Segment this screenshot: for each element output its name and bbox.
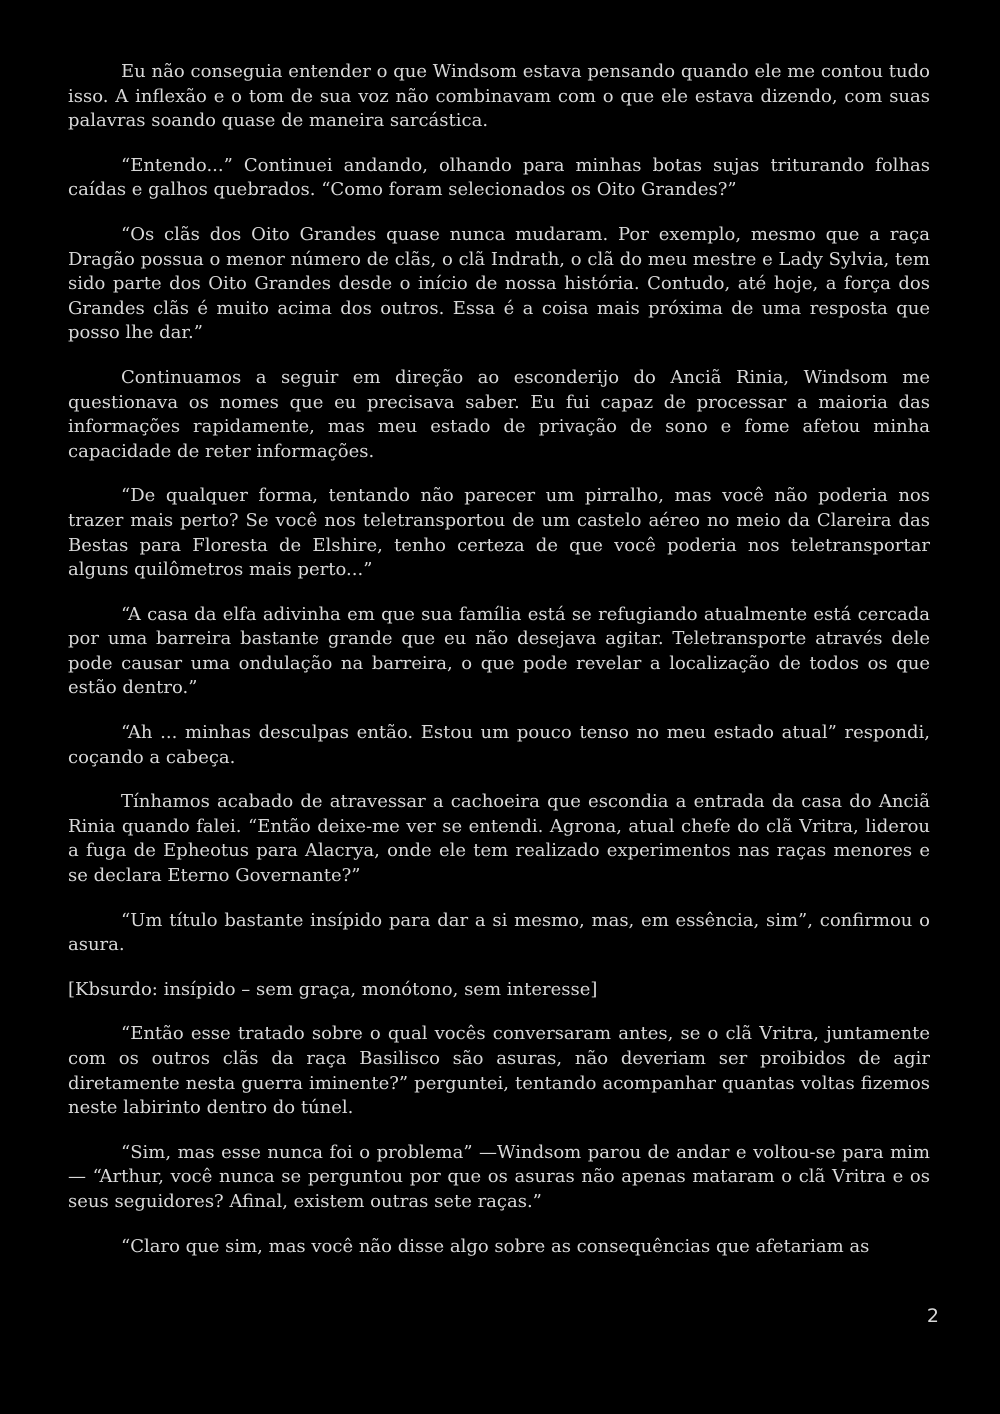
paragraph-2: “Entendo...” Continuei andando, olhando para minhas botas sujas triturando folhas caídas e galhos quebrados. “Como foram selecionados os Oito Grandes?”: [68, 154, 930, 201]
paragraph-11: “Então esse tratado sobre o qual vocês conversaram antes, se o clã Vritra, juntamente com os outros clãs da raça Basilisco são asuras, não deveriam ser proibidos de agir diretamente nesta guerra iminente?” perguntei, tentando acompanhar quantas voltas fizemos neste labirinto dentro do túnel.: [68, 1023, 930, 1119]
paragraph-1: Eu não conseguia entender o que Windsom estava pensando quando ele me contou tudo isso. A inflexão e o tom de sua voz não combinavam com o que ele estava dizendo, com suas palavras soando quase de maneira sarcástica.: [68, 61, 930, 132]
paragraph-3: “Os clãs dos Oito Grandes quase nunca mudaram. Por exemplo, mesmo que a raça Dragão possua o menor número de clãs, o clã Indrath, o clã do meu mestre e Lady Sylvia, tem sido parte dos Oito Grandes desde o início de nossa história. Contudo, até hoje, a força dos Grandes clãs é muito acima dos outros. Essa é a coisa mais próxima de uma resposta que posso lhe dar.”: [68, 223, 930, 344]
paragraph-13: “Claro que sim, mas você não disse algo sobre as consequências que afetariam as: [121, 1235, 870, 1257]
paragraph-8: Tínhamos acabado de atravessar a cachoeira que escondia a entrada da casa do Anciã Rinia quando falei. “Então deixe-me ver se entendi. Agrona, atual chefe do clã Vritra, liderou a fuga de Epheotus para Alacrya, onde ele tem realizado experimentos nas raças menores e se declara Eterno Governante?”: [68, 791, 930, 887]
document-body: [68, 60, 930, 1279]
paragraph-9: “Um título bastante insípido para dar a si mesmo, mas, em essência, sim”, confirmou o asura.: [68, 909, 930, 956]
page-number: 2: [926, 1305, 939, 1327]
paragraph-7: “Ah ... minhas desculpas então. Estou um pouco tenso no meu estado atual” respondi, coçando a cabeça.: [68, 722, 930, 768]
paragraph-12: “Sim, mas esse nunca foi o problema” —Windsom parou de andar e voltou-se para mim— “Arthur, você nunca se perguntou por que os asuras não apenas mataram o clã Vritra e os seus seguidores? Afinal, existem outras sete raças.”: [68, 1141, 930, 1212]
paragraph-5: “De qualquer forma, tentando não parecer um pirralho, mas você não poderia nos trazer mais perto? Se você nos teletransportou de um castelo aéreo no meio da Clareira das Bestas para Floresta de Elshire, tenho certeza de que você poderia nos teletransportar alguns quilômetros mais perto...”: [68, 485, 930, 581]
translator-note: [Kbsurdo: insípido – sem graça, monótono, sem interesse]: [68, 978, 598, 1000]
paragraph-4: Continuamos a seguir em direção ao esconderijo do Anciã Rinia, Windsom me questionava os nomes que eu precisava saber. Eu fui capaz de processar a maioria das informações rapidamente, mas meu estado de privação de sono e fome afetou minha capacidade de reter informações.: [68, 366, 930, 462]
paragraph-6: “A casa da elfa adivinha em que sua família está se refugiando atualmente está cercada por uma barreira bastante grande que eu não desejava agitar. Teletransporte através dele pode causar uma ondulação na barreira, o que pode revelar a localização de todos os que estão dentro.”: [68, 603, 930, 699]
